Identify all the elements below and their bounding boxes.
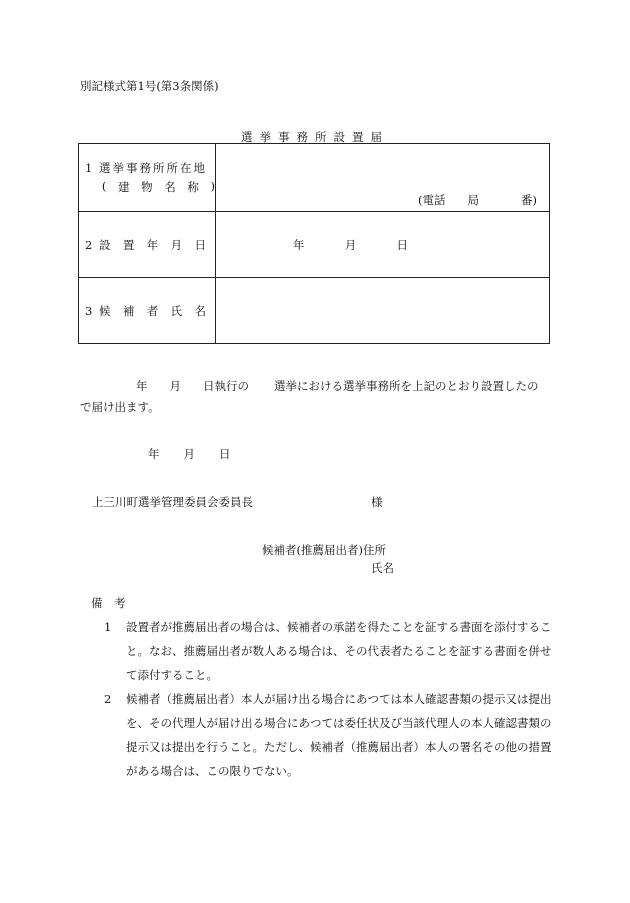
declaration-line-2: で届け出ます。 bbox=[80, 400, 160, 414]
building-name-label: ( 建 物 名 称 ) bbox=[101, 179, 215, 194]
phone-ban: 番) bbox=[521, 193, 537, 207]
submission-year: 年 bbox=[148, 447, 160, 461]
note-number: 1 bbox=[104, 620, 112, 634]
date-day: 日 bbox=[396, 237, 408, 252]
submission-date bbox=[148, 446, 231, 462]
note-item bbox=[104, 615, 556, 687]
table-row-established-date bbox=[79, 212, 550, 278]
note-text: 設置者が推薦届出者の場合は、候補者の承諾を得たことを証する書面を添付すること。なお、推薦届出者が数人ある場合は、その代表者たることを証する書面を併せて添付すること。 bbox=[126, 620, 552, 682]
candidate-name-field[interactable] bbox=[216, 278, 550, 344]
decl-year: 年 bbox=[136, 379, 148, 393]
table-row-candidate-name bbox=[79, 278, 550, 344]
phone-open: (電話 bbox=[418, 193, 446, 207]
label-candidate-name bbox=[79, 278, 216, 344]
note-number: 2 bbox=[104, 692, 112, 706]
decl-rest: 選挙における選挙事務所を上記のとおり設置したの bbox=[274, 379, 539, 393]
form-title: 選挙事務所設置届 bbox=[241, 130, 389, 144]
office-location-label: 選挙事務所所在地 bbox=[99, 161, 207, 175]
row-number: 2 bbox=[85, 237, 93, 252]
declaration-line-1 bbox=[80, 378, 539, 394]
candidate-name-sign-label: 氏名 bbox=[371, 561, 394, 575]
addressee-honorific: 様 bbox=[371, 495, 383, 509]
office-location-field[interactable] bbox=[216, 144, 550, 212]
notes-heading: 備 考 bbox=[91, 596, 126, 610]
row-number: 3 bbox=[85, 303, 93, 318]
label-established-date bbox=[79, 212, 216, 278]
row-number: 1 bbox=[85, 161, 93, 175]
table-row-office-location bbox=[79, 144, 550, 212]
phone-number-field bbox=[418, 192, 537, 208]
date-month: 月 bbox=[344, 237, 357, 252]
submission-day: 日 bbox=[219, 447, 231, 461]
addressee: 上三川町選挙管理委員会委員長 bbox=[92, 495, 253, 509]
submission-month: 月 bbox=[183, 447, 195, 461]
form-reference: 別記様式第1号(第3条関係) bbox=[80, 79, 219, 93]
note-item bbox=[104, 687, 556, 783]
decl-month: 月 bbox=[169, 379, 181, 393]
established-date-label: 設 置 年 月 日 bbox=[99, 237, 206, 252]
date-year: 年 bbox=[293, 237, 305, 252]
candidate-address-label: 候補者(推薦届出者)住所 bbox=[262, 543, 386, 557]
label-office-location bbox=[79, 144, 216, 212]
phone-kyoku: 局 bbox=[467, 193, 479, 207]
established-date-field[interactable] bbox=[216, 212, 550, 278]
note-text: 候補者（推薦届出者）本人が届け出る場合にあつては本人確認書類の提示又は提出を、その代理人が届け出る場合にあつては委任状及び当該代理人の本人確認書類の提示又は提出を行うこと。ただし、候補者（推薦届出者）本人の署名その他の措置がある場合は、この限りでない。 bbox=[126, 692, 552, 778]
form-table bbox=[78, 143, 550, 344]
candidate-name-label: 候 補 者 氏 名 bbox=[99, 303, 206, 318]
decl-day-exec: 日執行の bbox=[203, 379, 249, 393]
